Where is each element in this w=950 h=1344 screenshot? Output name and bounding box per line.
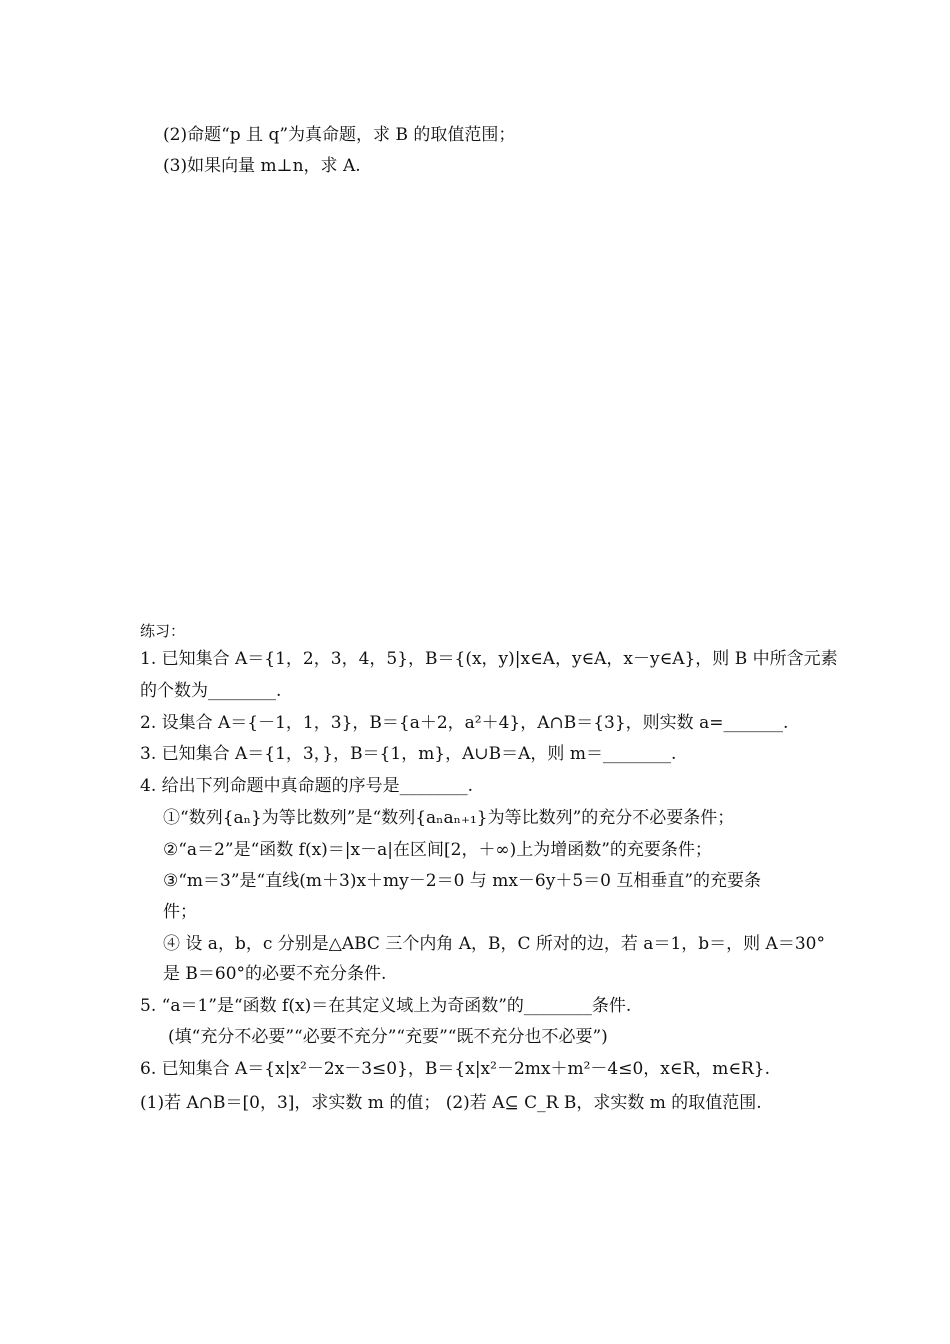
question-4-item-4-line-1: ④ 设 a，b，c 分别是△ABC 三个内角 A，B，C 所对的边，若 a＝1，b＝，则 A＝30° — [163, 934, 825, 954]
subquestion-3: (3)如果向量 m⊥n，求 A. — [163, 156, 361, 176]
question-5-line-2: (填“充分不必要”“必要不充分”“充要”“既不充分也不必要”) — [168, 1027, 608, 1047]
question-4: 4. 给出下列命题中真命题的序号是________. — [140, 776, 474, 796]
question-2: 2. 设集合 A＝{－1，1，3}，B＝{a＋2，a²＋4}，A∩B＝{3}，则实数 a=_______. — [140, 713, 789, 733]
question-6-parts: (1)若 A∩B＝[0，3]，求实数 m 的值； (2)若 A⊆ C_R B，求实数 m 的取值范围. — [140, 1093, 762, 1113]
practice-label: 练习： — [140, 622, 186, 640]
question-1-line-1: 1. 已知集合 A＝{1，2，3，4，5}，B＝{(x，y)|x∈A，y∈A，x－y∈A}，则 B 中所含元素 — [140, 649, 838, 669]
question-1-line-2: 的个数为________. — [140, 681, 282, 701]
question-3: 3. 已知集合 A＝{1，3，}，B＝{1，m}，A∪B＝A，则 m＝________. — [140, 744, 677, 764]
question-4-item-4-line-2: 是 B＝60°的必要不充分条件. — [163, 964, 387, 984]
question-5-line-1: 5. “a＝1”是“函数 f(x)＝在其定义域上为奇函数”的________条件. — [140, 996, 632, 1016]
question-4-item-3-line-1: ③“m＝3”是“直线(m＋3)x＋my－2＝0 与 mx－6y＋5＝0 互相垂直”的充要条 — [163, 871, 762, 891]
question-4-item-2: ②“a＝2”是“函数 f(x)＝|x－a|在区间[2，＋∞)上为增函数”的充要条件； — [163, 840, 712, 860]
question-6: 6. 已知集合 A＝{x|x²－2x－3≤0}，B＝{x|x²－2mx＋m²－4≤0，x∈R，m∈R}. — [140, 1059, 770, 1079]
subquestion-2: (2)命题“p 且 q”为真命题，求 B 的取值范围； — [163, 125, 516, 145]
question-4-item-1: ①“数列{aₙ}为等比数列”是“数列{aₙaₙ₊₁}为等比数列”的充分不必要条件； — [163, 808, 735, 828]
question-4-item-3-line-2: 件； — [163, 902, 197, 922]
